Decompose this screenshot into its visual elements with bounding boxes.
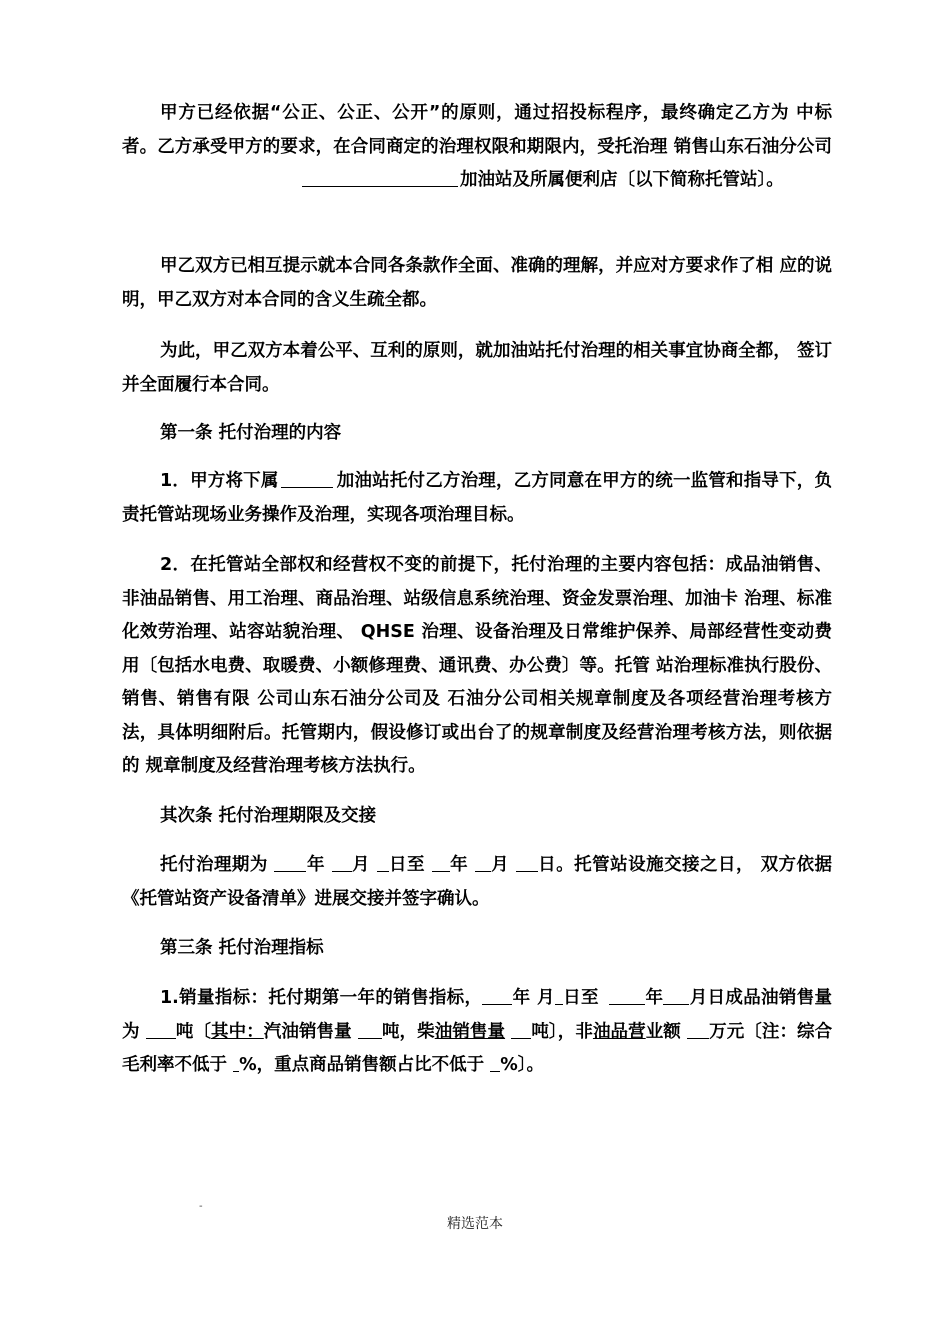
blank-station: [281, 470, 333, 489]
paragraph-mutual-understanding: 甲乙双方已相互提示就本合同各条款作全面、准确的理解，并应对方要求作了相 应的说明，甲乙双方对本合同的含义生疏全都。: [122, 256, 832, 310]
paragraph-bid-result: 甲方已经依据“公正、公正、公开”的原则，通过招投标程序，最终确定乙方为 中标者。乙方承受甲方的要求，在合同商定的治理权限和期限内，受托治理 销售山东石油分公司加油站及所属便利店〔以下简称托管站〕。: [122, 103, 832, 190]
paragraph-agreement: 为此，甲乙双方本着公平、互利的原则，就加油站托付治理的相关事宜协商全都， 签订并全面履行本合同。: [122, 341, 832, 395]
article-1-title: 第一条 托付治理的内容: [160, 423, 342, 443]
footer-mark: -: [199, 1201, 203, 1212]
article-1-item-2: 2．在托管站全部权和经营权不变的前提下，托付治理的主要内容包括：成品油销售、非油品销售、用工治理、商品治理、站级信息系统治理、资金发票治理、加油卡 治理、标准化效劳治理、站容站貌治理、 QHSE 治理、设备治理及日常维护保养、局部经营性变动费用〔包括水电费、取暖费、小额修理费、通讯费、办公费〕等。托管 站治理标准执行股份、销售、销售有限 公司山东石油分公司及 石油分公司相关规章制度及各项经营治理考核方法，具体明细附后。托管期内，假设修订或出台了的规章制度及经营治理考核方法，则依据的 规章制度及经营治理考核方法执行。: [122, 555, 832, 776]
article-3-sales-target: 1.销量指标：托付期第一年的销售指标， 年 月 日至 年 月日成品油销售量为 吨〔其中：汽油销售量 吨，柴油销售量 吨〕，非油品营业额 万元〔注：综合毛利率不低于 %，重点商品销售额占比不低于 %〕。: [122, 988, 833, 1075]
blank-station-name: [302, 169, 458, 188]
article-2-term: 托付治理期为 年 月 日至 年 月 日。托管站设施交接之日， 双方依据《托管站资产设备清单》进展交接并签字确认。: [122, 855, 833, 909]
footer-text: 精选范本: [447, 1216, 503, 1232]
article-2-title: 其次条 托付治理期限及交接: [160, 806, 377, 826]
article-1-item-1: 1．甲方将下属 加油站托付乙方治理，乙方同意在甲方的统一监管和指导下，负责托管站现场业务操作及治理，实现各项治理目标。: [122, 471, 832, 525]
article-3-title: 第三条 托付治理指标: [160, 938, 324, 958]
